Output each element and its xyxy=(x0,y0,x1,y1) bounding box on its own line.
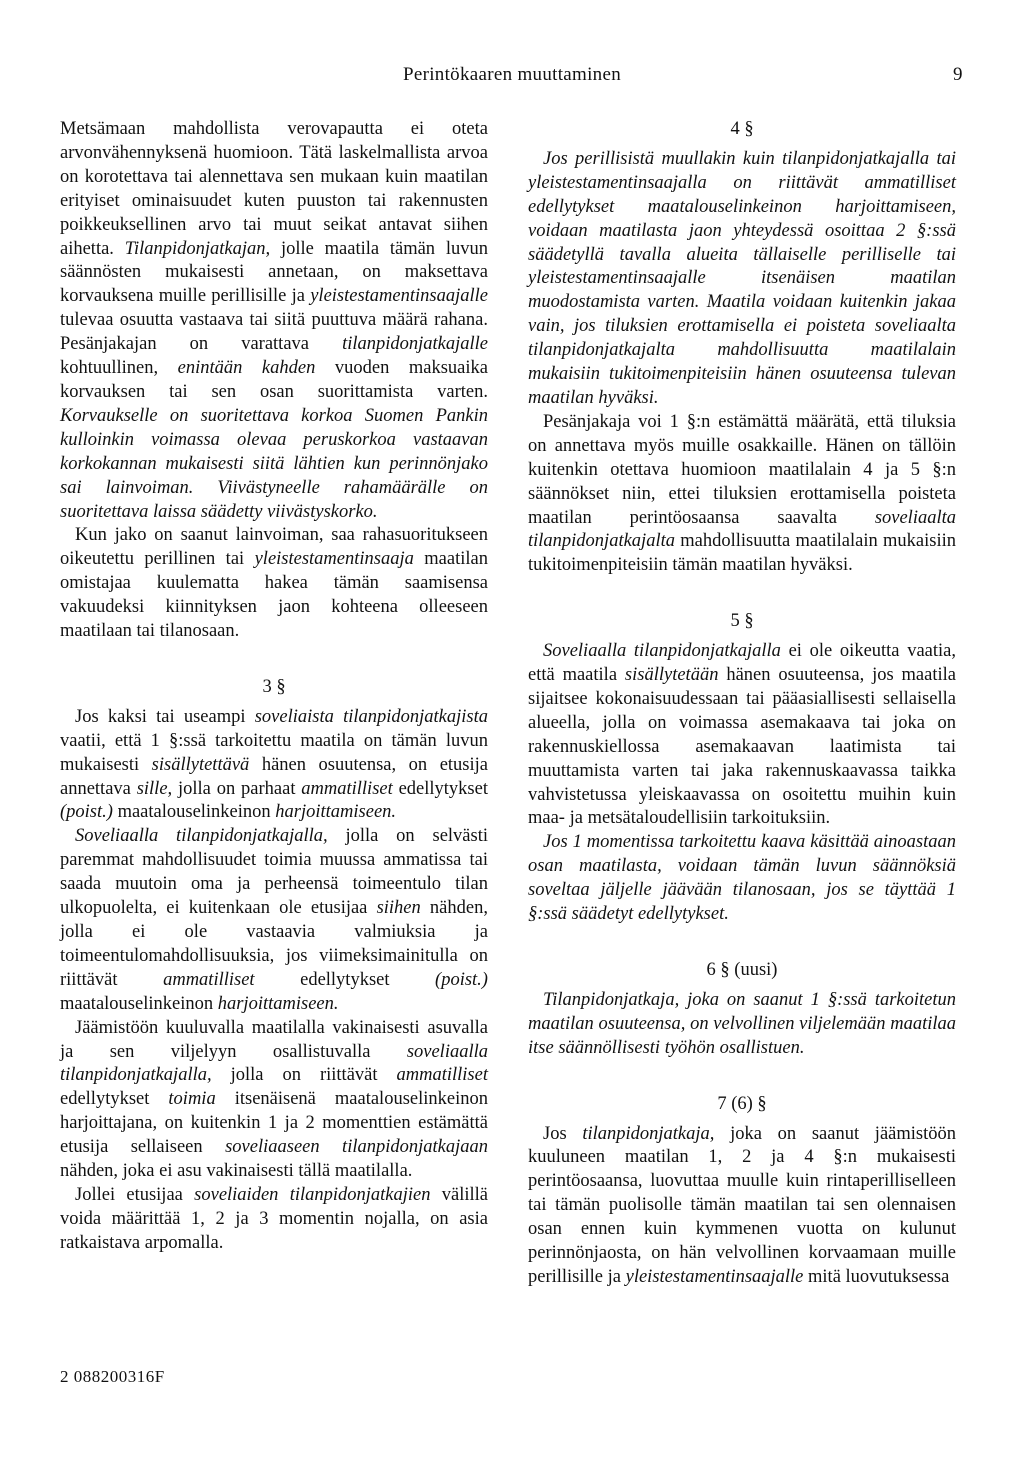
text-run: soveliaaseen tilanpidonjatkajaan xyxy=(225,1137,488,1158)
text-run: Soveliaalla tilanpidonjatkajalla, xyxy=(75,826,328,847)
text-run: yleistestamentinsaajalle xyxy=(625,1266,804,1287)
paragraph xyxy=(60,825,488,1016)
text-run: välillä voida määrittää 1, 2 ja 3 momentin nojalla, on asia ratkaistava arpomalla. xyxy=(60,1184,488,1253)
section-heading: 7 (6) § xyxy=(717,1093,767,1114)
text-run: Tilanpidonjatkajan, xyxy=(124,238,271,259)
document-code: 2 088200316F xyxy=(60,1367,165,1386)
text-run: jolla on selvästi paremmat mahdollisuudet toimia muussa ammatissa tai saada muutoin oma ja perheensä toimeentulo tilan ulkopuolelta, ei kuitenkaan ole etusijaa xyxy=(60,826,489,919)
text-run: (poist.) xyxy=(435,969,488,990)
paragraph xyxy=(528,411,956,578)
text-run: itsenäisenä maatalouselinkeinon harjoittajana, on kuitenkin 1 ja 2 momenttien estämättä etusija sellaiseen xyxy=(60,1089,488,1158)
text-run: nähden, jolla ei ole vastaavia valmiuksia ja toimeentulomahdollisuuksia, jos viimeksimainitulla on riittävät xyxy=(60,898,488,990)
text-run: vaatii, että 1 §:ssä tarkoitettu maatila on tämän luvun mukaisesti xyxy=(60,730,488,775)
paragraph xyxy=(528,640,956,831)
text-run: soveliaalta tilanpidonjatkajalta xyxy=(528,507,956,552)
text-run: hänen osuutensa, on etusija annettava xyxy=(60,754,488,799)
text-run: sisällytetään xyxy=(624,665,719,686)
text-run: mitä luovutuksessa xyxy=(803,1266,950,1287)
paragraph xyxy=(528,989,956,1061)
text-run: ammatilliset xyxy=(163,969,255,990)
text-run: soveliaalla tilanpidonjatkajalla, xyxy=(60,1041,488,1086)
page-number: 9 xyxy=(953,64,963,85)
left-column xyxy=(60,118,488,1256)
text-run: Jollei etusijaa xyxy=(75,1184,195,1205)
text-run: mahdollisuutta maatilalain mukaisiin tukitoimenpiteisiin tämän maatilan hyväksi. xyxy=(528,531,956,576)
text-run: harjoittamiseen. xyxy=(217,993,339,1014)
paragraph xyxy=(528,148,956,411)
text-run: Jos perillisistä muullakin kuin tilanpidonjatkajalla tai yleistestamentinsaajalla on riittävät ammatilliset edellytykset maatalouselinkeinon harjoittamiseen, voidaan maatilasta jaon yhteydessä osoittaa 2 §:ssä säädetyllä tavalla alueita tällaiselle perilliselle tai yleistestamentinsaajalle itsenäisen maatilan muodostamista varten. Maatila voidaan kuitenkin jakaa vain, jos tiluksien erottamisella ei poisteta soveliaalta tilanpidonjatkajalta mahdollisuutta maatilalain mukaisiin tukitoimenpiteisiin hänen osuuteensa tulevan maatilan hyväksi. xyxy=(528,148,956,408)
text-run: ammatilliset xyxy=(396,1065,488,1086)
text-run: maatalouselinkeinon xyxy=(112,802,276,823)
text-run: jolle maatila tämän luvun säännösten mukaisesti annetaan, on maksettava korvauksena muille perillisille ja xyxy=(60,238,488,307)
text-run: yleistestamentinsaajalle xyxy=(310,286,488,307)
section-heading: 4 § xyxy=(730,119,754,139)
text-run: soveliaista tilanpidonjatkajista xyxy=(254,706,488,727)
text-run: nähden, joka ei asu vakinaisesti tällä maatilalla. xyxy=(60,1161,413,1182)
text-run: toimia xyxy=(168,1089,216,1110)
text-run: ammatilliset xyxy=(301,778,393,799)
paragraph xyxy=(60,1184,488,1256)
text-run: Metsämaan mahdollista verovapautta ei oteta arvonvähennyksenä huomioon. Tätä laskelmallista arvoa on korotettava tai alennettava sen mukaan kuin maatilan erityiset ominaisuudet kuten puuston tai rakennusten poikkeuksellinen arvo tai muut seikat antavat siihen aihetta. xyxy=(60,119,488,259)
paragraph xyxy=(60,118,488,524)
text-run: edellytykset xyxy=(60,1089,169,1110)
text-run: maatilan omistajaa kuulematta hakea tämän saamisensa vakuudeksi kiinnityksen jaon kohteena olleeseen maatilaan tai tilanosaan. xyxy=(60,549,488,642)
text-run: vuoden maksuaika korvauksen tai sen osan suorittamista varten. xyxy=(60,358,488,402)
text-run: Jos kaksi tai useampi xyxy=(75,706,255,727)
paragraph xyxy=(60,524,488,644)
text-run: sille, xyxy=(136,778,173,799)
text-run: sisällytettävä xyxy=(151,754,250,775)
text-run: soveliaiden tilanpidonjatkajien xyxy=(194,1184,431,1205)
section-heading: 5 § xyxy=(730,611,754,632)
text-run: joka on saanut jäämistöön kuuluneen maatilan 1, 2 ja 4 §:n mukaisesti perintöosaansa, luovuttaa muulle kuin rintaperilliselleen tai tämän puolisolle tämän maatilan tai sen olennaisen osan ennen kuin kymmenen vuotta on kulunut perinnönjaosta, on hän velvollinen korvaamaan muille perillisille ja xyxy=(528,1123,956,1287)
text-run: tilanpidonjatkajalle xyxy=(342,334,488,355)
section-heading: 6 § (uusi) xyxy=(706,960,778,980)
section-heading: 3 § xyxy=(262,676,286,697)
running-title: Perintökaaren muuttaminen xyxy=(402,64,622,85)
text-run: edellytykset xyxy=(254,969,436,990)
text-run: Jos 1 momentissa tarkoitettu kaava käsittää ainoastaan osan maatilasta, voidaan tämän luvun säännöksiä soveltaa jäljelle jäävään tilanosaan, jos se täyttää 1 §:ssä säädetyt edellytykset. xyxy=(528,832,956,925)
text-run: harjoittamiseen. xyxy=(275,802,397,823)
paragraph xyxy=(528,831,956,927)
right-column xyxy=(528,118,956,1290)
text-run: ei ole oikeutta vaatia, että maatila xyxy=(528,641,957,686)
text-run: Kun jako on saanut lainvoiman, saa rahasuoritukseen oikeutettu perillinen tai xyxy=(60,525,488,570)
paragraph xyxy=(528,1123,956,1290)
text-run: jolla on parhaat xyxy=(172,778,302,799)
text-run: jolla on riittävät xyxy=(211,1065,397,1086)
text-run: yleistestamentinsaaja xyxy=(254,549,414,570)
text-run: hänen osuuteensa, jos maatila sijaitsee kokonaisuudessaan tai pääasiallisesti sellaisella alueella, jolla on voimassa asemakaava tai joka on rakennuskiellossa asemakaavan laatimista tai muuttamista varten tai jaka rakennuskaavassa taikka vahvistetussa yleiskaavassa on osoitettu muihin kuin maa- ja metsätaloudellisiin tarkoituksiin. xyxy=(528,665,956,829)
text-run: Soveliaalla tilanpidonjatkajalla xyxy=(543,641,781,662)
text-run: kohtuullinen, xyxy=(60,358,178,379)
text-run: siihen xyxy=(376,898,421,919)
text-run: (poist.) xyxy=(60,802,113,823)
text-run: tilanpidonjatkaja, xyxy=(582,1123,715,1144)
paragraph xyxy=(60,706,488,826)
text-run: Pesänjakaja voi 1 §:n estämättä määrätä, että tiluksia on annettava myös muille osakkaille. Hänen on tällöin kuitenkin otettava huomioon maatilalain 4 ja 5 §:n säännökset niin, ettei tiluksien erottamisella poisteta maatilan perintöosaansa saavalta xyxy=(528,411,956,528)
text-run: Jäämistöön kuuluvalla maatilalla vakinaisesti asuvalla ja sen viljelyyn osallistuvalla xyxy=(60,1017,488,1062)
text-run: Korvaukselle on suoritettava korkoa Suomen Pankin kulloinkin voimassa olevaa peruskorkoa vastaavan korkokannan mukaisesti siitä lähtien kun perinnönjako sai lainvoiman. Viivästyneelle rahamäärälle on suoritettava laissa säädetty viivästyskorko. xyxy=(60,405,488,522)
text-run: Jos xyxy=(543,1123,583,1144)
paragraph xyxy=(60,1017,488,1184)
text-run: edellytykset xyxy=(392,778,488,799)
text-run: enintään kahden xyxy=(177,358,316,379)
text-run: Tilanpidonjatkaja, joka on saanut 1 §:ssä tarkoitetun maatilan osuuteensa, on velvollinen viljelemään maatilaa itse säännöllisesti työhön osallistuen. xyxy=(528,989,956,1058)
text-run: tulevaa osuutta vastaava tai siitä puuttuva määrä rahana. Pesänjakajan on varattava xyxy=(60,310,488,355)
text-run: maatalouselinkeinon xyxy=(60,993,218,1014)
